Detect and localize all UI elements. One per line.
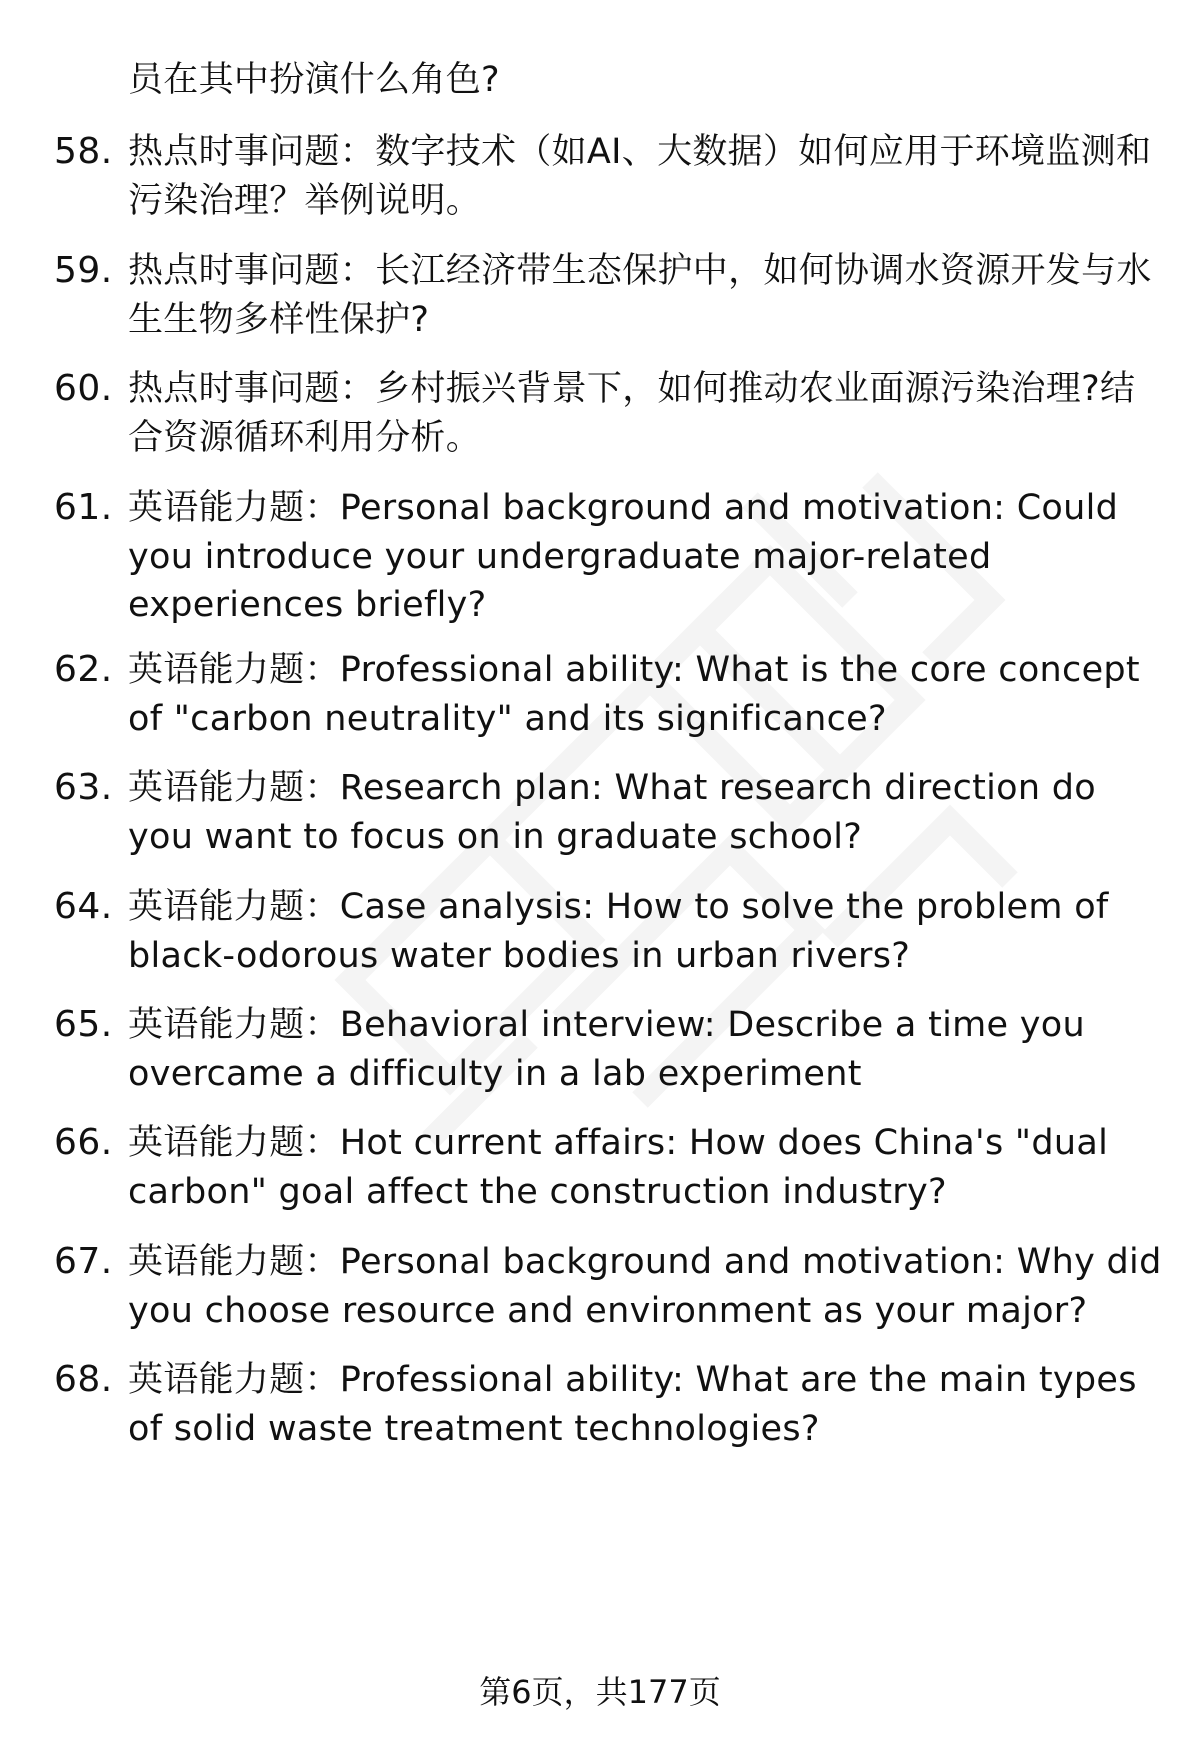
item-number: 59.	[54, 250, 113, 291]
item-number: 64.	[54, 886, 113, 927]
item-number: 60.	[54, 368, 113, 409]
item-number: 61.	[54, 487, 113, 528]
item-number: 63.	[54, 767, 113, 808]
item-text: 英语能力题：Research plan: What research direction do you want to focus on in graduate school?	[128, 768, 1097, 857]
item-text: 英语能力题：Personal background and motivation: Could you introduce your undergraduate major-related experiences briefly?	[128, 488, 1119, 625]
item-text: 英语能力题：Behavioral interview: Describe a time you overcame a difficulty in a lab experiment	[128, 1005, 1085, 1094]
item-text: 英语能力题：Hot current affairs: How does China's "dual carbon" goal affect the construction industry?	[128, 1123, 1109, 1212]
item-number: 67.	[54, 1241, 113, 1282]
item-number: 65.	[54, 1004, 113, 1045]
item-text: 英语能力题：Professional ability: What is the core concept of "carbon neutrality" and its significance?	[128, 650, 1140, 739]
item-text: 热点时事问题：长江经济带生态保护中，如何协调水资源开发与水生生物多样性保护?	[128, 251, 1152, 340]
item-number: 58.	[54, 131, 113, 172]
item-text: 热点时事问题：乡村振兴背景下，如何推动农业面源污染治理?结合资源循环利用分析。	[128, 369, 1136, 458]
item-number: 62.	[54, 649, 113, 690]
item-text: 英语能力题：Professional ability: What are the main types of solid waste treatment technologies?	[128, 1360, 1137, 1449]
item-number: 68.	[54, 1359, 113, 1400]
item-text: 员在其中扮演什么角色?	[128, 60, 500, 100]
item-number: 66.	[54, 1122, 113, 1163]
page-footer: 第6页，共177页	[479, 1673, 721, 1711]
item-text: 热点时事问题：数字技术（如AI、大数据）如何应用于环境监测和污染治理？举例说明。	[128, 132, 1152, 221]
item-text: 英语能力题：Personal background and motivation: Why did you choose resource and environment as your major?	[128, 1242, 1162, 1331]
item-text: 英语能力题：Case analysis: How to solve the problem of black-odorous water bodies in urban rivers?	[128, 887, 1109, 976]
